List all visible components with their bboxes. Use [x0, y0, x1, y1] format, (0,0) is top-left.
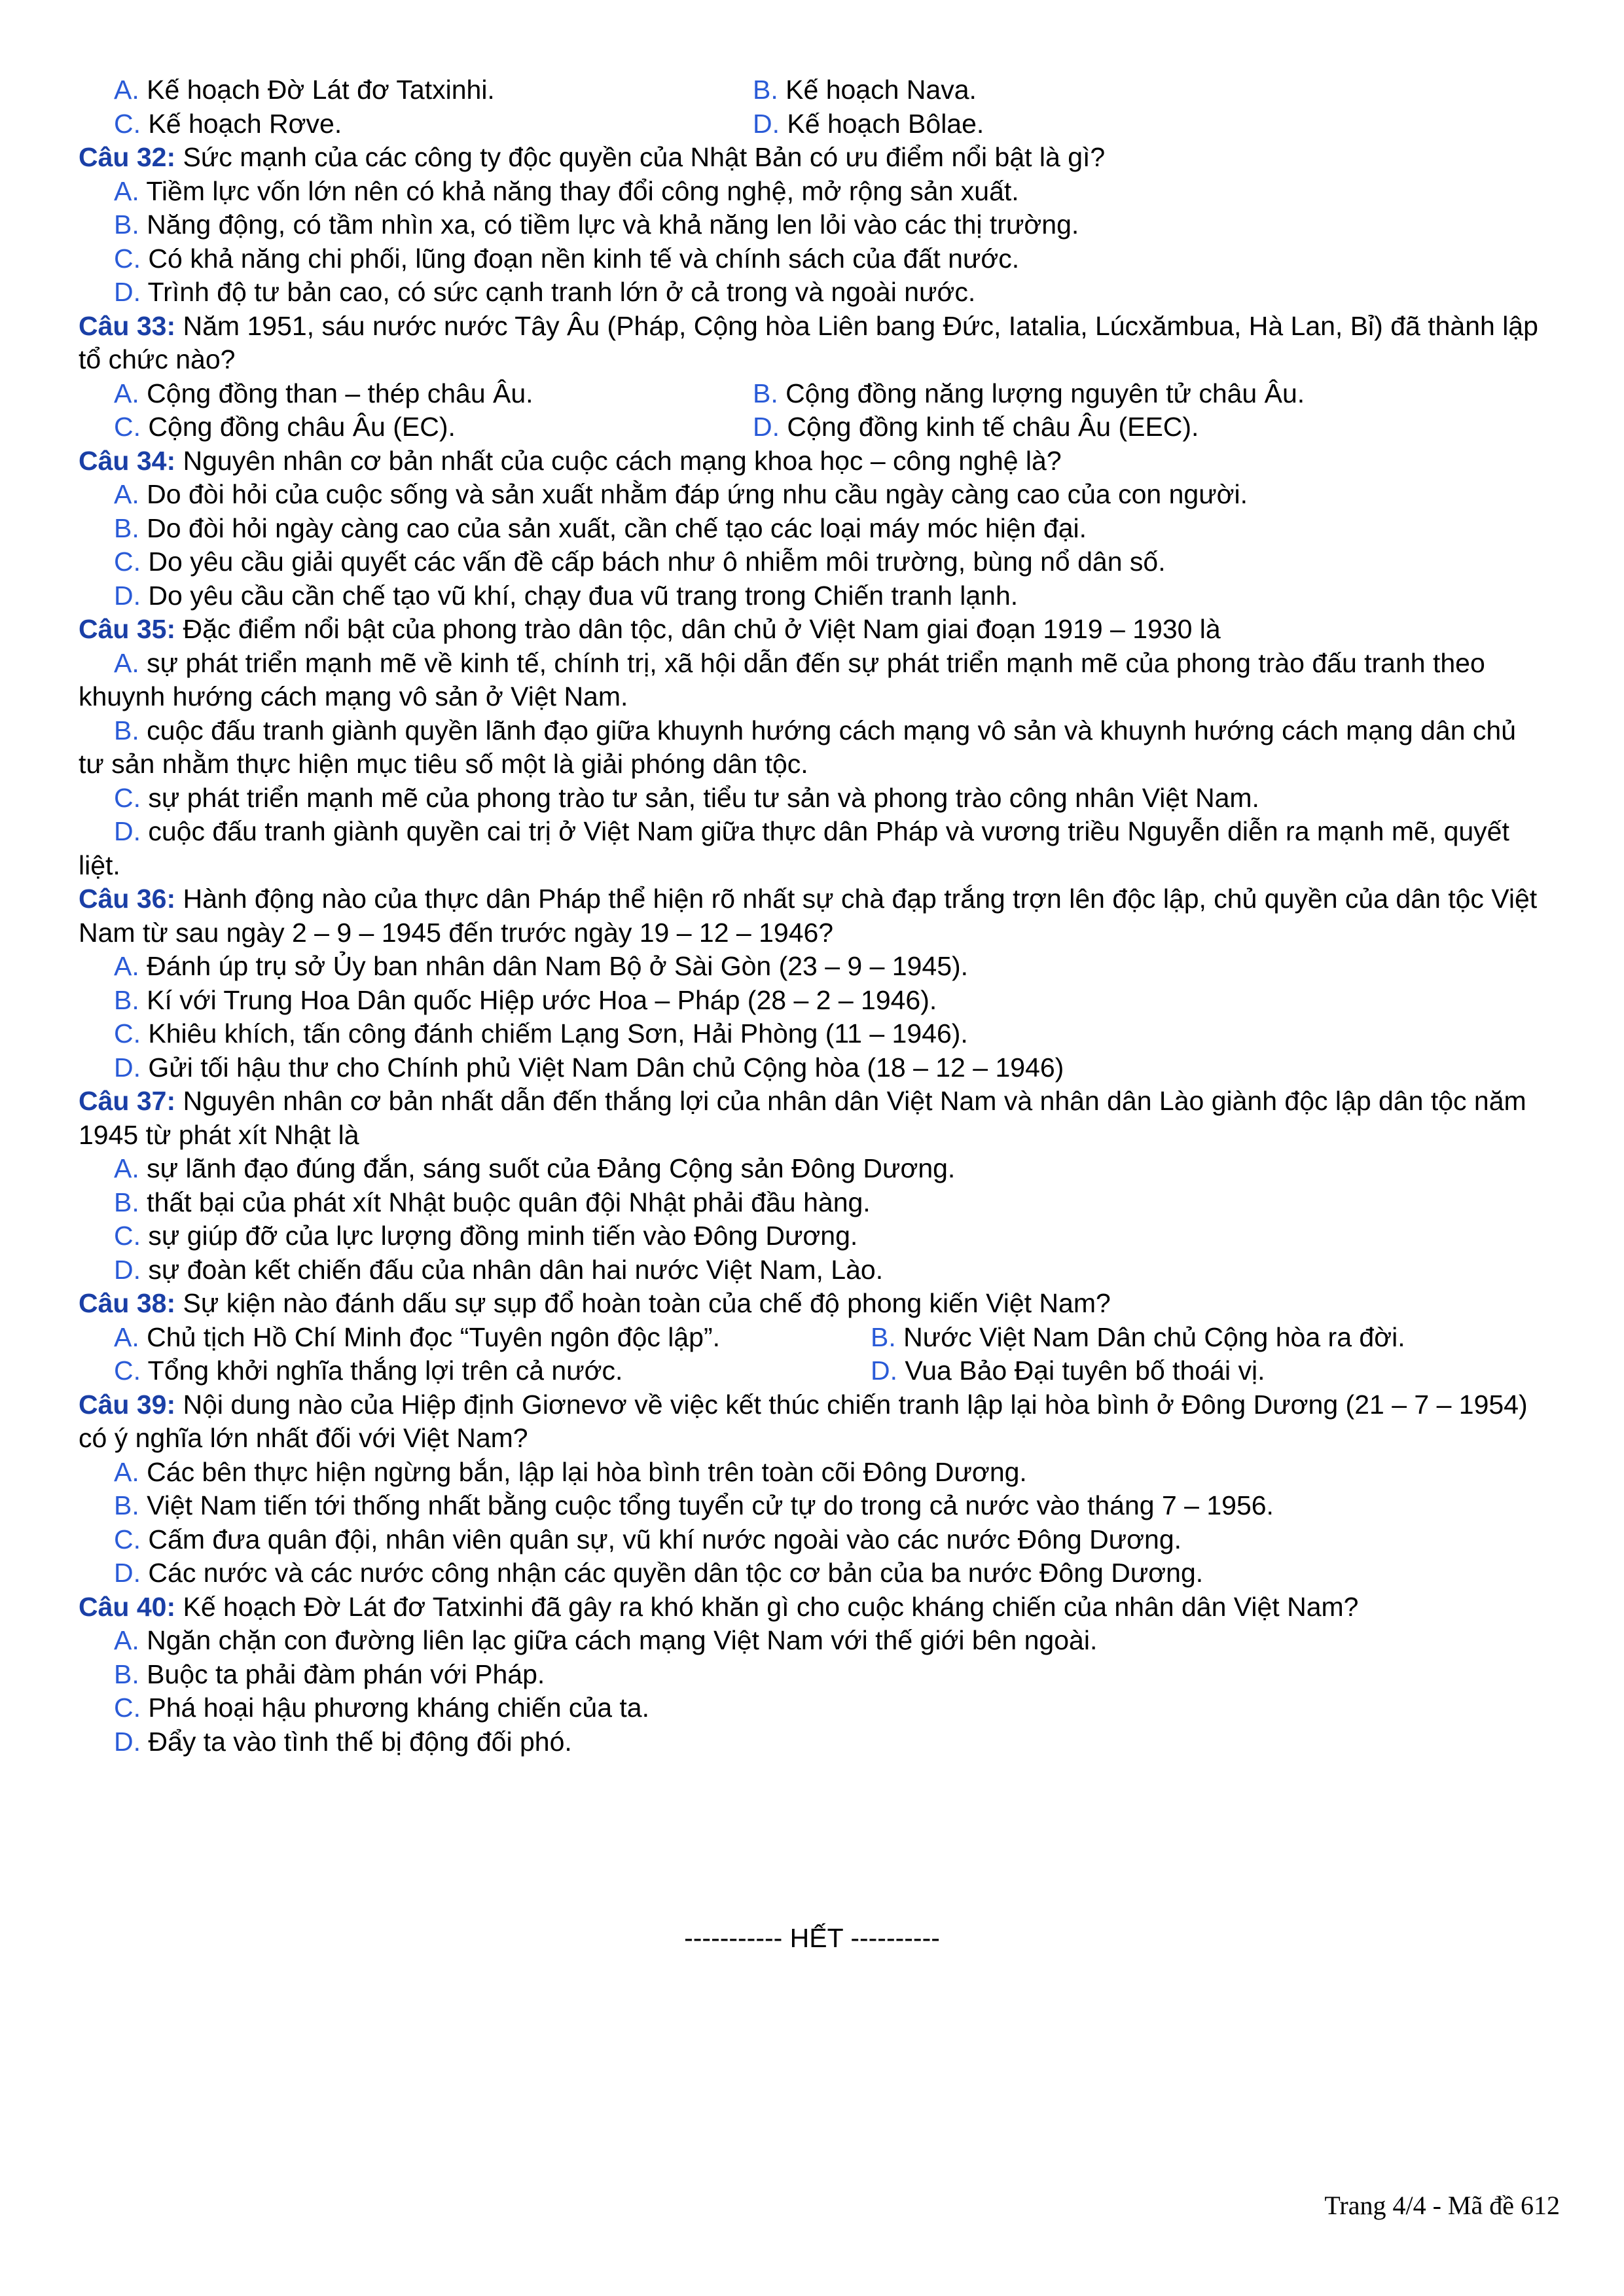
- options-row-1: [79, 1321, 1545, 1355]
- question-text: [79, 613, 1545, 647]
- option-letter: B.: [871, 1321, 896, 1352]
- option-b: [79, 1658, 1545, 1692]
- option-letter: C.: [114, 1693, 141, 1723]
- option-text: Các bên thực hiện ngừng bắn, lập lại hòa bình trên toàn cõi Đông Dương.: [147, 1456, 1027, 1487]
- option-c: [79, 781, 1545, 816]
- options-row-2: [79, 410, 1545, 444]
- question-text: [79, 1085, 1545, 1152]
- option-text: Khiêu khích, tấn công đánh chiếm Lạng Sơn, Hải Phòng (11 – 1946).: [148, 1018, 968, 1049]
- question-34: [79, 444, 1545, 613]
- option-c: [79, 1523, 1545, 1557]
- option-text: Do yêu cầu giải quyết các vấn đề cấp bách như ô nhiễm môi trường, bùng nổ dân số.: [148, 547, 1166, 577]
- option-c: [79, 1354, 871, 1388]
- option-text: Do yêu cầu cần chế tạo vũ khí, chạy đua vũ trang trong Chiến tranh lạnh.: [148, 580, 1019, 611]
- option-text: sự lãnh đạo đúng đắn, sáng suốt của Đảng Cộng sản Đông Dương.: [147, 1153, 956, 1183]
- option-a: [79, 175, 1545, 209]
- question-38: [79, 1287, 1545, 1388]
- option-b: [871, 1321, 1405, 1355]
- option-a: [79, 1321, 871, 1355]
- option-letter: A.: [114, 1321, 139, 1352]
- option-text: Cộng đồng châu Âu (EC).: [148, 412, 456, 442]
- end-mark: ----------- HẾT ----------: [684, 1923, 940, 1953]
- option-d: [871, 1354, 1265, 1388]
- question-label: Câu 35:: [79, 614, 176, 644]
- option-text: sự đoàn kết chiến đấu của nhân dân hai nước Việt Nam, Lào.: [148, 1254, 884, 1285]
- question-body: Sự kiện nào đánh dấu sự sụp đổ hoàn toàn của chế độ phong kiến Việt Nam?: [183, 1288, 1111, 1318]
- option-text: Tổng khởi nghĩa thắng lợi trên cả nước.: [147, 1355, 623, 1386]
- option-letter: B.: [753, 75, 778, 105]
- option-text: Kí với Trung Hoa Dân quốc Hiệp ước Hoa – Pháp (28 – 2 – 1946).: [147, 984, 937, 1015]
- option-text: Nước Việt Nam Dân chủ Cộng hòa ra đời.: [903, 1321, 1405, 1352]
- option-letter: D.: [114, 1558, 141, 1588]
- option-letter: A.: [114, 647, 139, 678]
- option-text: Kế hoạch Nava.: [785, 75, 977, 105]
- option-text: cuộc đấu tranh giành quyền lãnh đạo giữa khuynh hướng cách mạng vô sản và khuynh hướng cách mạng dân chủ tư sản nhằm thực hiện mục tiêu số một là giải phóng dân tộc.: [79, 715, 1516, 779]
- option-letter: D.: [114, 1726, 141, 1757]
- question-label: Câu 40:: [79, 1591, 176, 1622]
- option-b: [79, 208, 1545, 242]
- option-letter: A.: [114, 378, 139, 408]
- question-body: Nguyên nhân cơ bản nhất của cuộc cách mạng khoa học – công nghệ là?: [183, 445, 1062, 476]
- question-body: Năm 1951, sáu nước nước Tây Âu (Pháp, Cộng hòa Liên bang Đức, Iatalia, Lúcxămbua, Hà Lan, Bỉ) đã thành lập tổ chức nào?: [79, 310, 1538, 374]
- option-text: Kế hoạch Đờ Lát đơ Tatxinhi.: [147, 75, 495, 105]
- option-text: Cộng đồng năng lượng nguyên tử châu Âu.: [785, 378, 1305, 408]
- option-letter: C.: [114, 547, 141, 577]
- question-text: [79, 882, 1545, 950]
- option-d: [753, 410, 1199, 444]
- question-label: Câu 34:: [79, 445, 176, 476]
- option-letter: D.: [871, 1355, 897, 1386]
- option-letter: B.: [114, 1490, 139, 1520]
- option-text: Ngăn chặn con đường liên lạc giữa cách mạng Việt Nam với thế giới bên ngoài.: [147, 1625, 1098, 1655]
- option-letter: A.: [114, 1153, 139, 1183]
- option-letter: D.: [753, 412, 780, 442]
- question-text: [79, 1388, 1545, 1456]
- option-c: [79, 545, 1545, 579]
- question-label: Câu 33:: [79, 310, 176, 341]
- option-letter: B.: [114, 1187, 139, 1217]
- option-letter: A.: [114, 479, 139, 509]
- option-letter: C.: [114, 1221, 141, 1251]
- option-letter: B.: [114, 512, 139, 543]
- option-letter: D.: [114, 816, 141, 846]
- option-d: [79, 276, 1545, 310]
- option-letter: C.: [114, 1355, 141, 1386]
- option-a: [79, 950, 1545, 984]
- option-text: Cộng đồng kinh tế châu Âu (EEC).: [787, 412, 1199, 442]
- option-letter: C.: [114, 412, 141, 442]
- top-options-row-2: [79, 107, 1545, 141]
- option-letter: B.: [753, 378, 778, 408]
- question-39: [79, 1388, 1545, 1590]
- page-footer: Trang 4/4 - Mã đề 612: [1324, 2191, 1560, 2220]
- option-d: [79, 815, 1545, 882]
- option-c: [79, 242, 1545, 276]
- option-d: [79, 579, 1545, 613]
- question-body: Nội dung nào của Hiệp định Giơnevơ về việc kết thúc chiến tranh lập lại hòa bình ở Đông Dương (21 – 7 – 1954) có ý nghĩa lớn nhất đối với Việt Nam?: [79, 1389, 1528, 1453]
- option-text: Gửi tối hậu thư cho Chính phủ Việt Nam Dân chủ Cộng hòa (18 – 12 – 1946): [148, 1052, 1064, 1083]
- option-letter: A.: [114, 175, 139, 206]
- option-a: [79, 478, 1545, 512]
- question-label: Câu 32:: [79, 142, 176, 172]
- option-text: Do đòi hỏi ngày càng cao của sản xuất, cần chế tạo các loại máy móc hiện đại.: [147, 512, 1087, 543]
- option-letter: D.: [114, 1254, 141, 1285]
- option-letter: C.: [114, 782, 141, 813]
- question-33: [79, 310, 1545, 444]
- question-label: Câu 39:: [79, 1389, 176, 1420]
- option-text: thất bại của phát xít Nhật buộc quân đội Nhật phải đầu hàng.: [147, 1187, 871, 1217]
- question-body: Sức mạnh của các công ty độc quyền của Nhật Bản có ưu điểm nổi bật là gì?: [183, 142, 1106, 172]
- option-c: [79, 1017, 1545, 1051]
- question-body: Hành động nào của thực dân Pháp thể hiện rõ nhất sự chà đạp trắng trợn lên độc lập, chủ quyền của dân tộc Việt Nam từ sau ngày 2 – 9 – 1945 đến trước ngày 19 – 12 – 1946?: [79, 884, 1538, 948]
- option-text: Việt Nam tiến tới thống nhất bằng cuộc tổng tuyển cử tự do trong cả nước vào tháng 7 – 1956.: [147, 1490, 1274, 1520]
- question-40: [79, 1590, 1545, 1759]
- options-row-1: [79, 377, 1545, 411]
- option-letter: A.: [114, 951, 139, 981]
- option-d: [753, 107, 984, 141]
- question-label: Câu 37:: [79, 1086, 176, 1116]
- option-letter: A.: [114, 75, 139, 105]
- option-d: [79, 1051, 1545, 1085]
- option-a: [79, 377, 753, 411]
- question-text: [79, 141, 1545, 175]
- option-text: Tiềm lực vốn lớn nên có khả năng thay đổi công nghệ, mở rộng sản xuất.: [146, 175, 1019, 206]
- option-a: [79, 1152, 1545, 1186]
- option-text: Buộc ta phải đàm phán với Pháp.: [147, 1659, 545, 1689]
- option-letter: C.: [114, 1018, 141, 1049]
- option-letter: B.: [114, 984, 139, 1015]
- exam-content: [79, 73, 1545, 1759]
- option-letter: D.: [114, 1052, 141, 1083]
- option-text: Cộng đồng than – thép châu Âu.: [147, 378, 533, 408]
- option-b: [753, 73, 977, 107]
- option-a: [79, 1456, 1545, 1490]
- option-b: [79, 512, 1545, 546]
- option-b: [79, 714, 1545, 781]
- option-letter: C.: [114, 1524, 141, 1554]
- option-text: Chủ tịch Hồ Chí Minh đọc “Tuyên ngôn độc lập”.: [147, 1321, 721, 1352]
- question-label: Câu 36:: [79, 884, 176, 914]
- question-text: [79, 444, 1545, 478]
- option-text: cuộc đấu tranh giành quyền cai trị ở Việt Nam giữa thực dân Pháp và vương triều Nguyễn diễn ra mạnh mẽ, quyết liệt.: [79, 816, 1509, 880]
- option-b: [753, 377, 1305, 411]
- option-letter: C.: [114, 108, 141, 139]
- option-d: [79, 1556, 1545, 1590]
- question-35: [79, 613, 1545, 882]
- question-body: Nguyên nhân cơ bản nhất dẫn đến thắng lợi của nhân dân Việt Nam và nhân dân Lào giành độc lập dân tộc năm 1945 từ phát xít Nhật là: [79, 1086, 1526, 1150]
- option-letter: C.: [114, 243, 141, 274]
- question-text: [79, 310, 1545, 377]
- options-row-2: [79, 1354, 1545, 1388]
- option-text: Năng động, có tầm nhìn xa, có tiềm lực và khả năng len lỏi vào các thị trường.: [147, 209, 1079, 240]
- option-text: Vua Bảo Đại tuyên bố thoái vị.: [905, 1355, 1265, 1386]
- top-options-row-1: [79, 73, 1545, 107]
- option-letter: D.: [114, 580, 141, 611]
- option-c: [79, 1691, 1545, 1725]
- option-text: sự giúp đỡ của lực lượng đồng minh tiến vào Đông Dương.: [148, 1221, 858, 1251]
- option-letter: B.: [114, 715, 139, 745]
- option-letter: D.: [753, 108, 780, 139]
- option-letter: D.: [114, 277, 141, 307]
- question-label: Câu 38:: [79, 1288, 176, 1318]
- question-text: [79, 1590, 1545, 1624]
- option-text: Kế hoạch Rơve.: [148, 108, 342, 139]
- option-b: [79, 984, 1545, 1018]
- question-text: [79, 1287, 1545, 1321]
- option-letter: B.: [114, 209, 139, 240]
- option-text: Cấm đưa quân đội, nhân viên quân sự, vũ khí nước ngoài vào các nước Đông Dương.: [148, 1524, 1182, 1554]
- question-36: [79, 882, 1545, 1085]
- option-d: [79, 1725, 1545, 1759]
- option-letter: B.: [114, 1659, 139, 1689]
- option-a: [79, 73, 753, 107]
- option-text: Các nước và các nước công nhận các quyền dân tộc cơ bản của ba nước Đông Dương.: [148, 1558, 1204, 1588]
- option-letter: A.: [114, 1456, 139, 1487]
- option-text: Kế hoạch Bôlae.: [787, 108, 984, 139]
- option-a: [79, 647, 1545, 714]
- option-c: [79, 107, 753, 141]
- option-text: sự phát triển mạnh mẽ về kinh tế, chính trị, xã hội dẫn đến sự phát triển mạnh mẽ của phong trào đấu tranh theo khuynh hướng cách mạng vô sản ở Việt Nam.: [79, 647, 1485, 711]
- option-text: Phá hoại hậu phương kháng chiến của ta.: [148, 1693, 649, 1723]
- option-text: sự phát triển mạnh mẽ của phong trào tư sản, tiểu tư sản và phong trào công nhân Việt Nam.: [148, 782, 1259, 813]
- option-d: [79, 1253, 1545, 1287]
- question-32: [79, 141, 1545, 310]
- option-text: Do đòi hỏi của cuộc sống và sản xuất nhằm đáp ứng nhu cầu ngày càng cao của con người.: [147, 479, 1248, 509]
- option-letter: A.: [114, 1625, 139, 1655]
- option-text: Đánh úp trụ sở Ủy ban nhân dân Nam Bộ ở Sài Gòn (23 – 9 – 1945).: [147, 951, 969, 981]
- question-body: Đặc điểm nổi bật của phong trào dân tộc, dân chủ ở Việt Nam giai đoạn 1919 – 1930 là: [183, 614, 1221, 644]
- option-c: [79, 1219, 1545, 1253]
- option-text: Đẩy ta vào tình thế bị động đối phó.: [148, 1726, 572, 1757]
- option-c: [79, 410, 753, 444]
- option-text: Trình độ tư bản cao, có sức cạnh tranh lớn ở cả trong và ngoài nước.: [147, 277, 976, 307]
- option-text: Có khả năng chi phối, lũng đoạn nền kinh tế và chính sách của đất nước.: [148, 243, 1020, 274]
- option-b: [79, 1489, 1545, 1523]
- question-body: Kế hoạch Đờ Lát đơ Tatxinhi đã gây ra khó khăn gì cho cuộc kháng chiến của nhân dân Việt Nam?: [183, 1591, 1359, 1622]
- option-b: [79, 1186, 1545, 1220]
- question-37: [79, 1085, 1545, 1287]
- option-a: [79, 1624, 1545, 1658]
